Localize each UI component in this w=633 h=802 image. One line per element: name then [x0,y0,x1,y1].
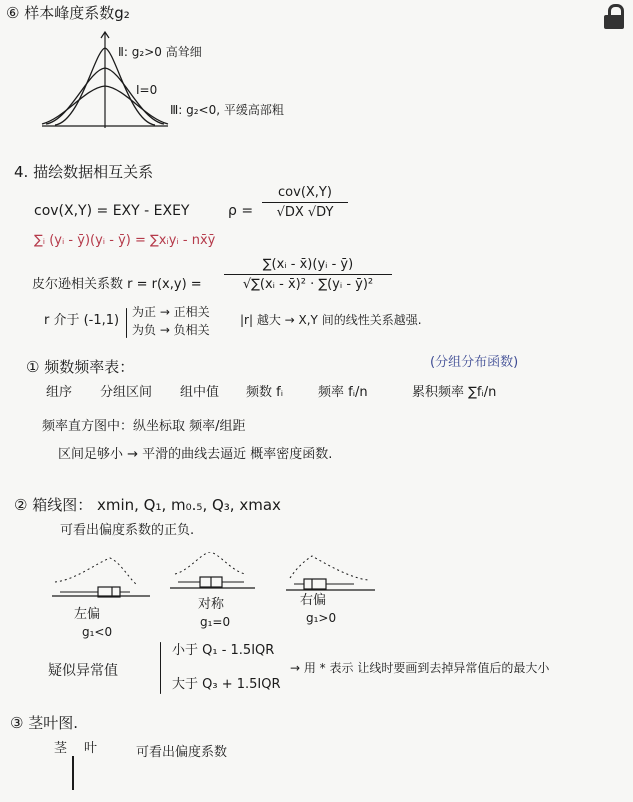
symmetric-label: 对称 [198,597,225,612]
r-abs-note: |r| 越大 → X,Y 间的线性关系越强. [240,313,422,327]
right-skew-g: g₁>0 [306,611,337,625]
outlier-brace [160,642,161,694]
lock-icon[interactable] [603,4,625,30]
stemleaf-note: 可看出偏度系数 [136,745,228,760]
pearson-label: 皮尔逊相关系数 r = r(x,y) = [32,277,202,292]
correlation-title: 4. 描绘数据相互关系 [14,163,154,181]
left-skew-label: 左偏 [74,607,101,622]
r-positive: 为正 → 正相关 [132,305,210,319]
stemleaf-divider [72,756,74,790]
kurtosis-label-zero: Ⅰ=0 [136,83,158,97]
rho-numerator: cov(X,Y) [278,185,332,200]
freq-col-1: 组序 [46,385,73,400]
freq-col-5: 频率 fᵢ/n [318,385,368,400]
kurtosis-label-negative: Ⅲ: g₂<0, 平缓高部粗 [170,103,284,117]
pearson-denominator: √∑(xᵢ - x̄)² · ∑(yᵢ - ȳ)² [242,277,374,292]
freq-col-3: 组中值 [180,385,220,400]
pearson-fraction [224,258,392,291]
rho-symbol: ρ = [228,203,254,219]
boxplot-note: 可看出偏度系数的正负. [60,523,195,538]
kurtosis-label-positive: Ⅱ: g₂>0 高耸细 [118,45,202,59]
pearson-numerator: ∑(xᵢ - x̄)(yᵢ - ȳ) [262,257,354,272]
symmetric-g: g₁=0 [200,615,231,629]
r-negative: 为负 → 负相关 [132,323,210,337]
freq-title: ① 频数频率表： [26,358,135,376]
freq-note: (分组分布函数) [430,355,519,370]
right-skew-label: 右偏 [300,593,327,608]
r-sign-brace [126,308,127,338]
rho-denominator: √DX √DY [276,205,334,220]
stemleaf-stem: 茎 [54,741,68,756]
freq-histogram-note: 频率直方图中：纵坐标取 频率/组距 [42,419,246,434]
cov-sum-formula: ∑ᵢ (yᵢ - ȳ)(yᵢ - ȳ) = ∑xᵢyᵢ - nx̄ȳ [34,233,216,248]
rho-fraction [262,186,348,219]
r-range: r 介于 (-1,1) [44,313,120,328]
freq-col-6: 累积频率 ∑fᵢ/n [412,385,497,400]
outlier-low: 小于 Q₁ - 1.5IQR [172,643,275,658]
kurtosis-title: ⑥ 样本峰度系数g₂ [6,4,130,22]
outlier-label: 疑似异常值 [48,663,118,679]
outlier-note: → 用 * 表示 让线时要画到去掉异常值后的最大小 [290,661,550,675]
cov-formula: cov(X,Y) = EXY - EXEY [34,203,190,219]
stemleaf-leaf: 叶 [84,741,98,756]
freq-limit-note: 区间足够小 → 平滑的曲线去逼近 概率密度函数. [58,447,333,462]
freq-col-2: 分组区间 [100,385,153,400]
boxplot-title: ② 箱线图： xmin, Q₁, m₀.₅, Q₃, xmax [14,496,281,514]
outlier-high: 大于 Q₃ + 1.5IQR [172,677,281,692]
stemleaf-title: ③ 茎叶图. [10,714,78,732]
freq-col-4: 频数 fᵢ [246,385,284,400]
left-skew-g: g₁<0 [82,625,113,639]
